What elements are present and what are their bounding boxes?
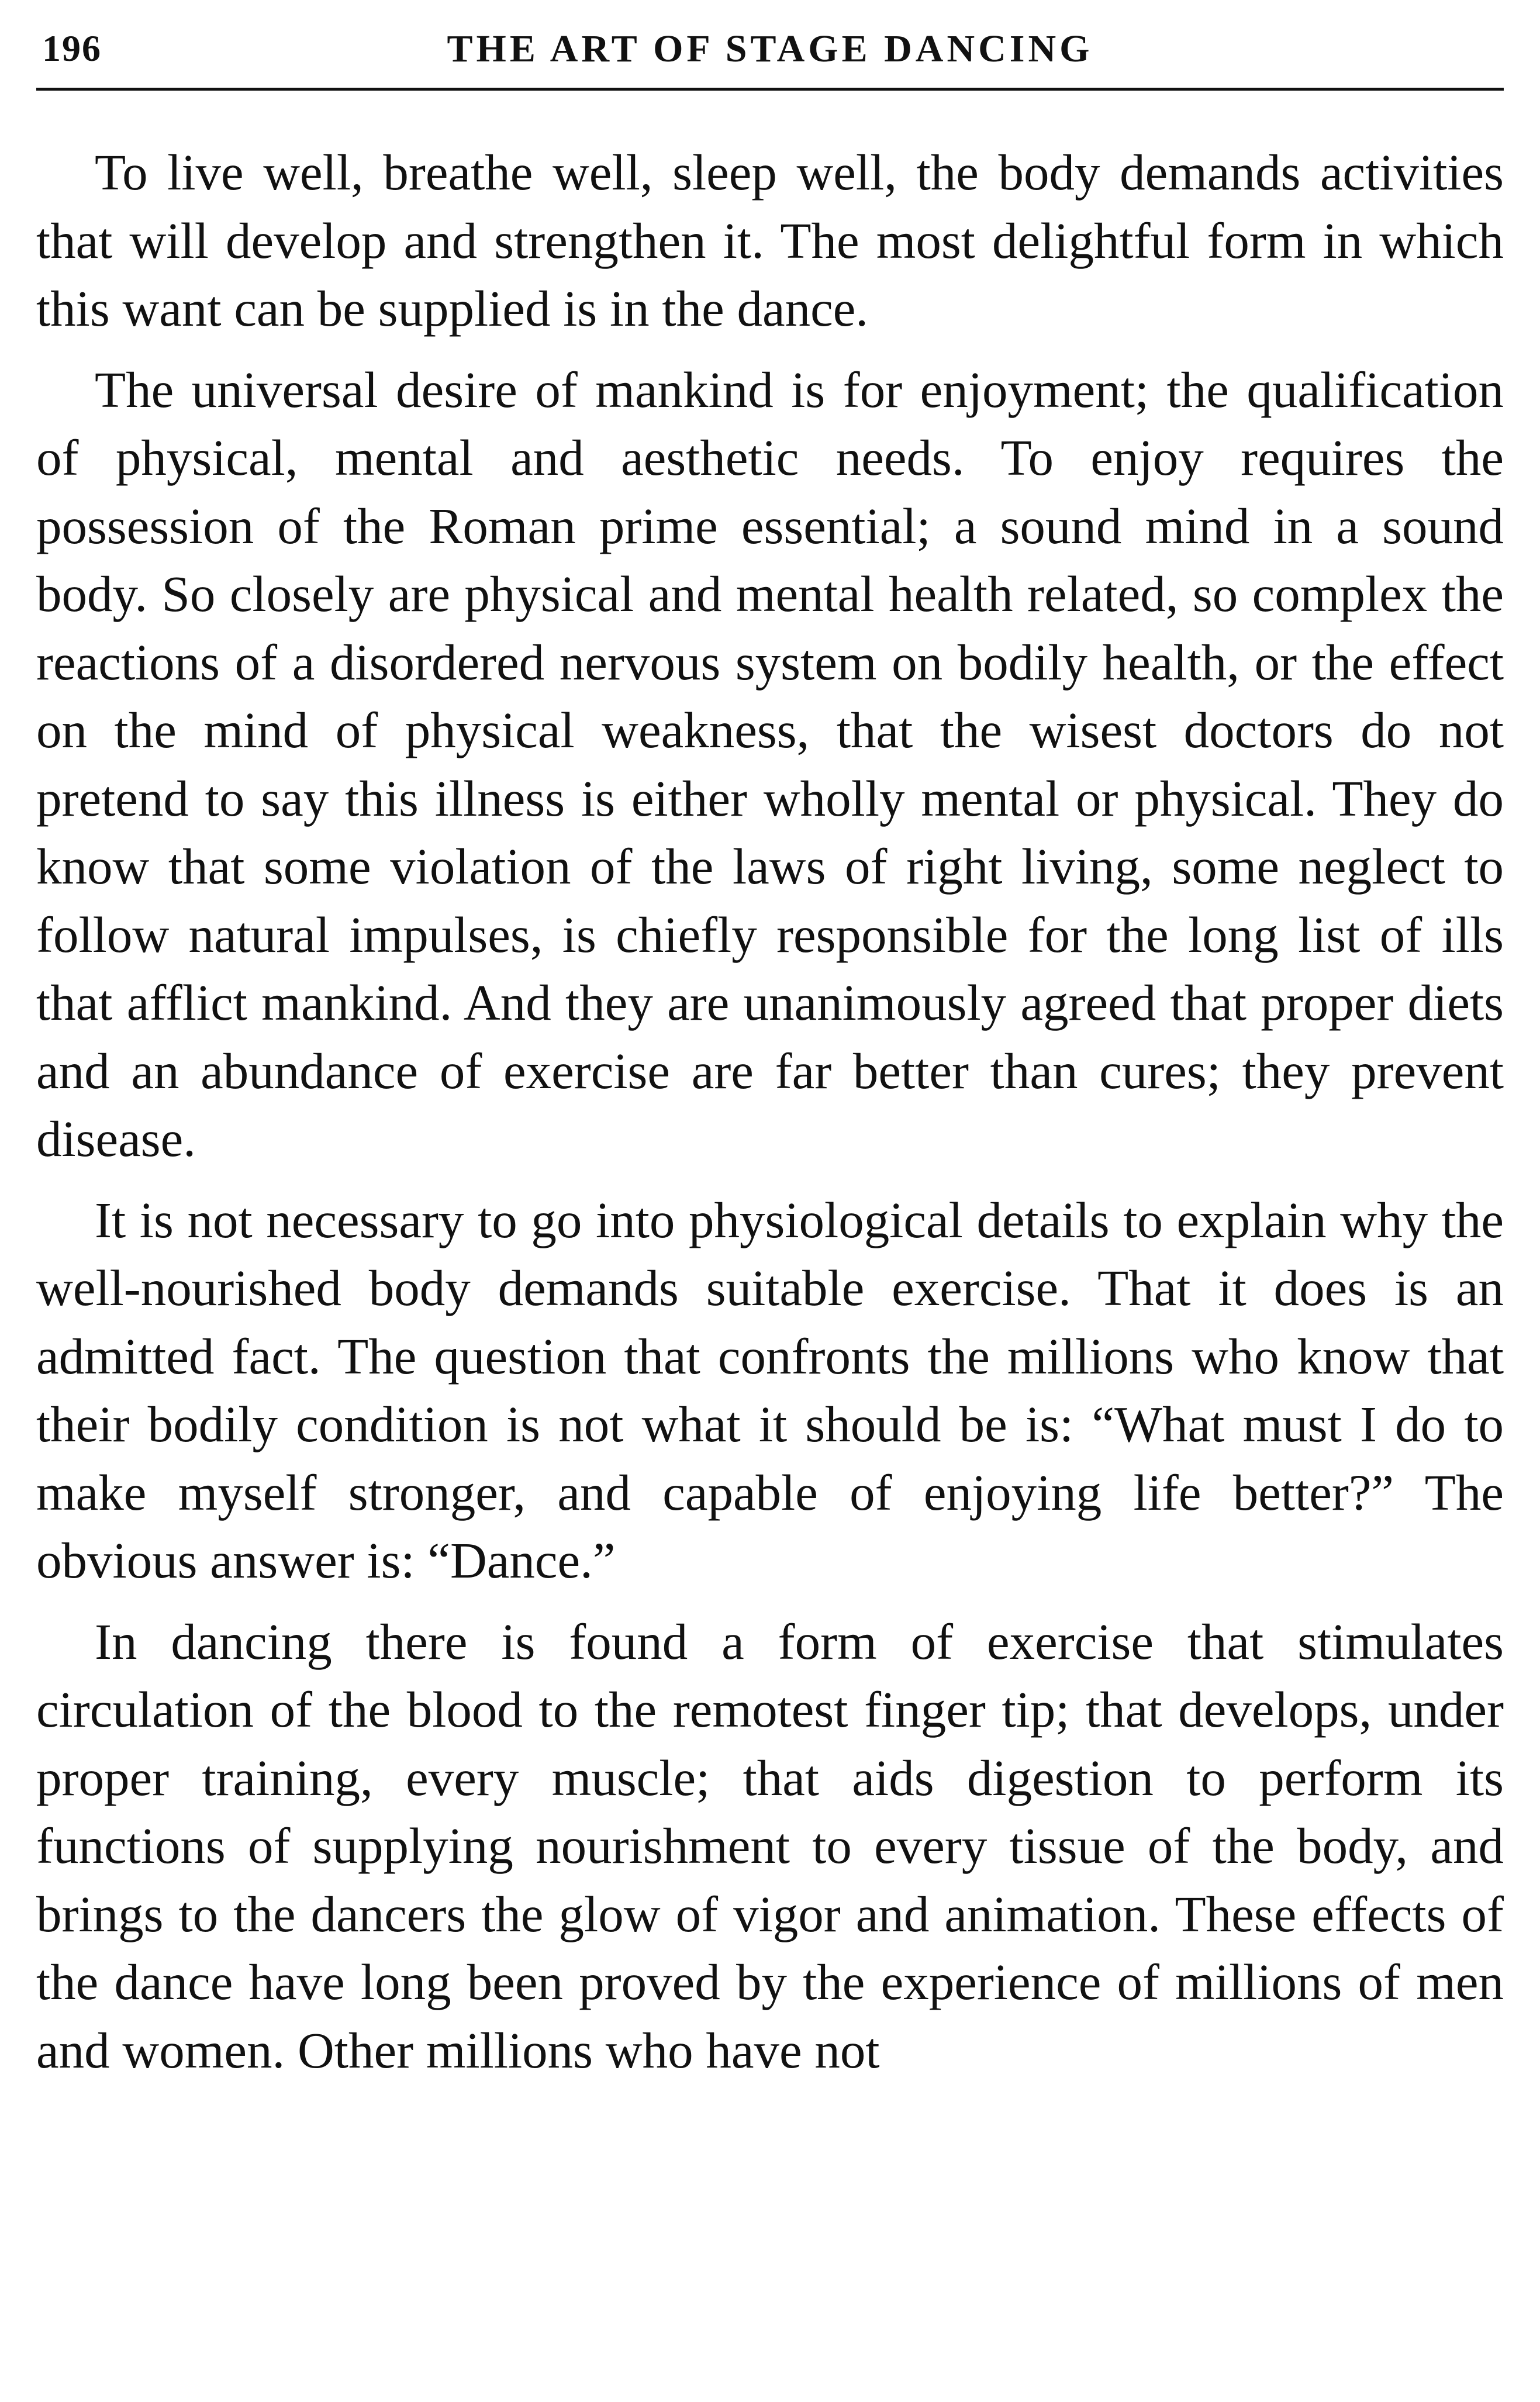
paragraph: The universal desire of mankind is for enjoyment; the qualification of physical, mental and aesthetic needs. To enjoy requires the possession of the Roman prime essential; a sound mind in a sound body. So closely are physical and mental health related, so complex the reactions of a disordered nervous system on bodily health, or the effect on the mind of physical weakness, that the wisest doctors do not pretend to say this illness is either wholly mental or physical. They do know that some violation of the laws of right living, some neglect to follow natural impulses, is chiefly responsible for the long list of ills that afflict mankind. And they are unanimously agreed that proper diets and an abundance of exercise are far better than cures; they prevent disease. [36, 361, 1504, 1167]
book-page [36, 23, 1504, 2386]
running-header [36, 23, 1504, 91]
paragraph: It is not necessary to go into physiological details to explain why the well-nourished body demands suitable exercise. That it does is an admitted fact. The question that confronts the millions who know that their bodily condition is not what it should be is: “What must I do to make myself stronger, and capable of enjoying life better?” The obvious answer is: “Dance.” [36, 1191, 1504, 1589]
page-number: 196 [42, 27, 102, 69]
body-text [36, 139, 1504, 2085]
running-title: THE ART OF STAGE DANCING [447, 27, 1093, 70]
paragraph: To live well, breathe well, sleep well, the body demands activities that will develop and strengthen it. The most delightful form in which this want can be supplied is in the dance. [36, 144, 1504, 337]
paragraph: In dancing there is found a form of exercise that stimulates circulation of the blood to the remotest finger tip; that develops, under proper training, every muscle; that aids digestion to perform its functions of supplying nourishment to every tissue of the body, and brings to the dancers the glow of vigor and animation. These effects of the dance have long been proved by the experience of millions of men and women. Other millions who have not [36, 1613, 1504, 2079]
